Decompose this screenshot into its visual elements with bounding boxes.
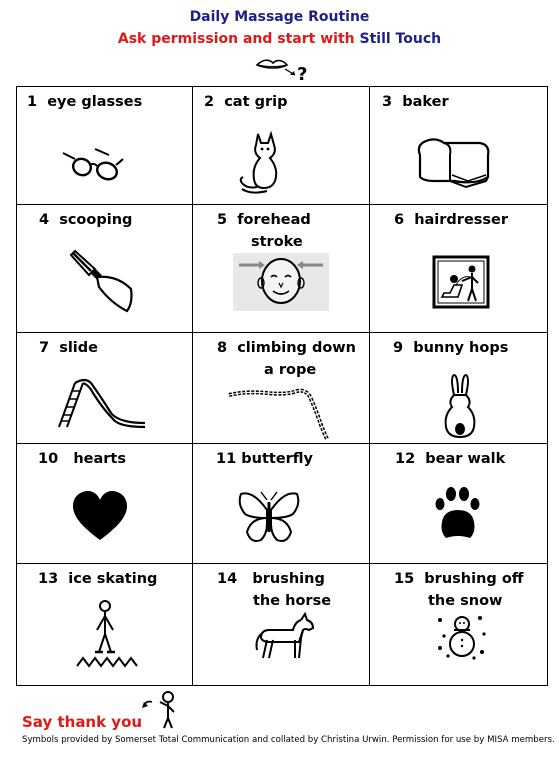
trowel-icon [69,249,139,315]
activity-cell-7 [17,333,193,444]
activity-label-line-2: a rope [264,362,317,378]
activity-label: baker [402,94,449,110]
page-title: Daily Massage Routine [189,9,370,25]
credit-line: Symbols provided by Somerset Total Communication and collated by Christina Urwin. Permission for use by MISA members. [22,735,555,745]
activity-number: 12 [395,451,416,467]
kiss-question-icon [255,56,315,82]
activity-number: 15 [394,571,415,587]
heart-icon [71,490,129,542]
activity-number: 1 [27,94,38,110]
activity-cell-2 [193,87,370,205]
activity-number: 13 [38,571,59,587]
activity-grid [16,86,548,686]
activity-number: 8 [217,340,228,356]
activity-cell-6 [370,205,548,333]
waving-person-icon [140,690,180,730]
activity-number: 9 [393,340,404,356]
activity-cell-3 [370,87,548,205]
say-thank-you: Say thank you [22,713,143,731]
bunny-icon [440,373,480,439]
activity-number: 14 [217,571,238,587]
activity-label: bear walk [425,451,506,467]
activity-cell-4 [17,205,193,333]
glasses-icon [61,147,125,183]
activity-label: bunny hops [413,340,509,356]
activity-number: 2 [204,94,215,110]
activity-cell-11 [193,444,370,564]
activity-label-line-2: the snow [428,593,503,609]
activity-number: 4 [39,212,50,228]
activity-cell-9 [370,333,548,444]
activity-number: 11 [216,451,237,467]
activity-number: 3 [382,94,393,110]
activity-label-line-2: stroke [251,234,303,250]
activity-label: slide [59,340,98,356]
activity-cell-13 [17,564,193,686]
cat-icon [237,131,287,197]
activity-label: eye glasses [47,94,143,110]
activity-label: ice skating [68,571,158,587]
activity-cell-15 [370,564,548,686]
bread-icon [414,137,494,193]
rope-icon [227,381,337,441]
page-subtitle [0,31,559,47]
snowman-icon [436,612,488,662]
activity-label: cat grip [224,94,288,110]
activity-label: hairdresser [414,212,509,228]
butterfly-icon [237,488,301,546]
activity-label: forehead [237,212,311,228]
face-icon [233,253,329,311]
activity-number: 6 [394,212,405,228]
activity-label: brushing [252,571,325,587]
activity-cell-14 [193,564,370,686]
activity-label: scooping [59,212,133,228]
hairdresser-icon [432,255,490,309]
subtitle-emphasis: Still Touch [359,31,442,47]
activity-label: butterfly [241,451,313,467]
activity-cell-12 [370,444,548,564]
horse-icon [255,612,315,662]
activity-label: climbing down [237,340,357,356]
activity-cell-1 [17,87,193,205]
activity-cell-5 [193,205,370,333]
paw-icon [434,486,482,544]
activity-label: hearts [73,451,126,467]
activity-label-line-2: the horse [253,593,332,609]
activity-number: 10 [38,451,59,467]
activity-number: 5 [217,212,228,228]
activity-cell-8 [193,333,370,444]
skater-icon [75,600,139,670]
activity-cell-10 [17,444,193,564]
subtitle-prefix: Ask permission and start with [117,31,360,47]
activity-label: brushing off [424,571,524,587]
kiss-question-mark: ? [297,64,308,82]
slide-icon [55,371,151,431]
activity-number: 7 [39,340,50,356]
